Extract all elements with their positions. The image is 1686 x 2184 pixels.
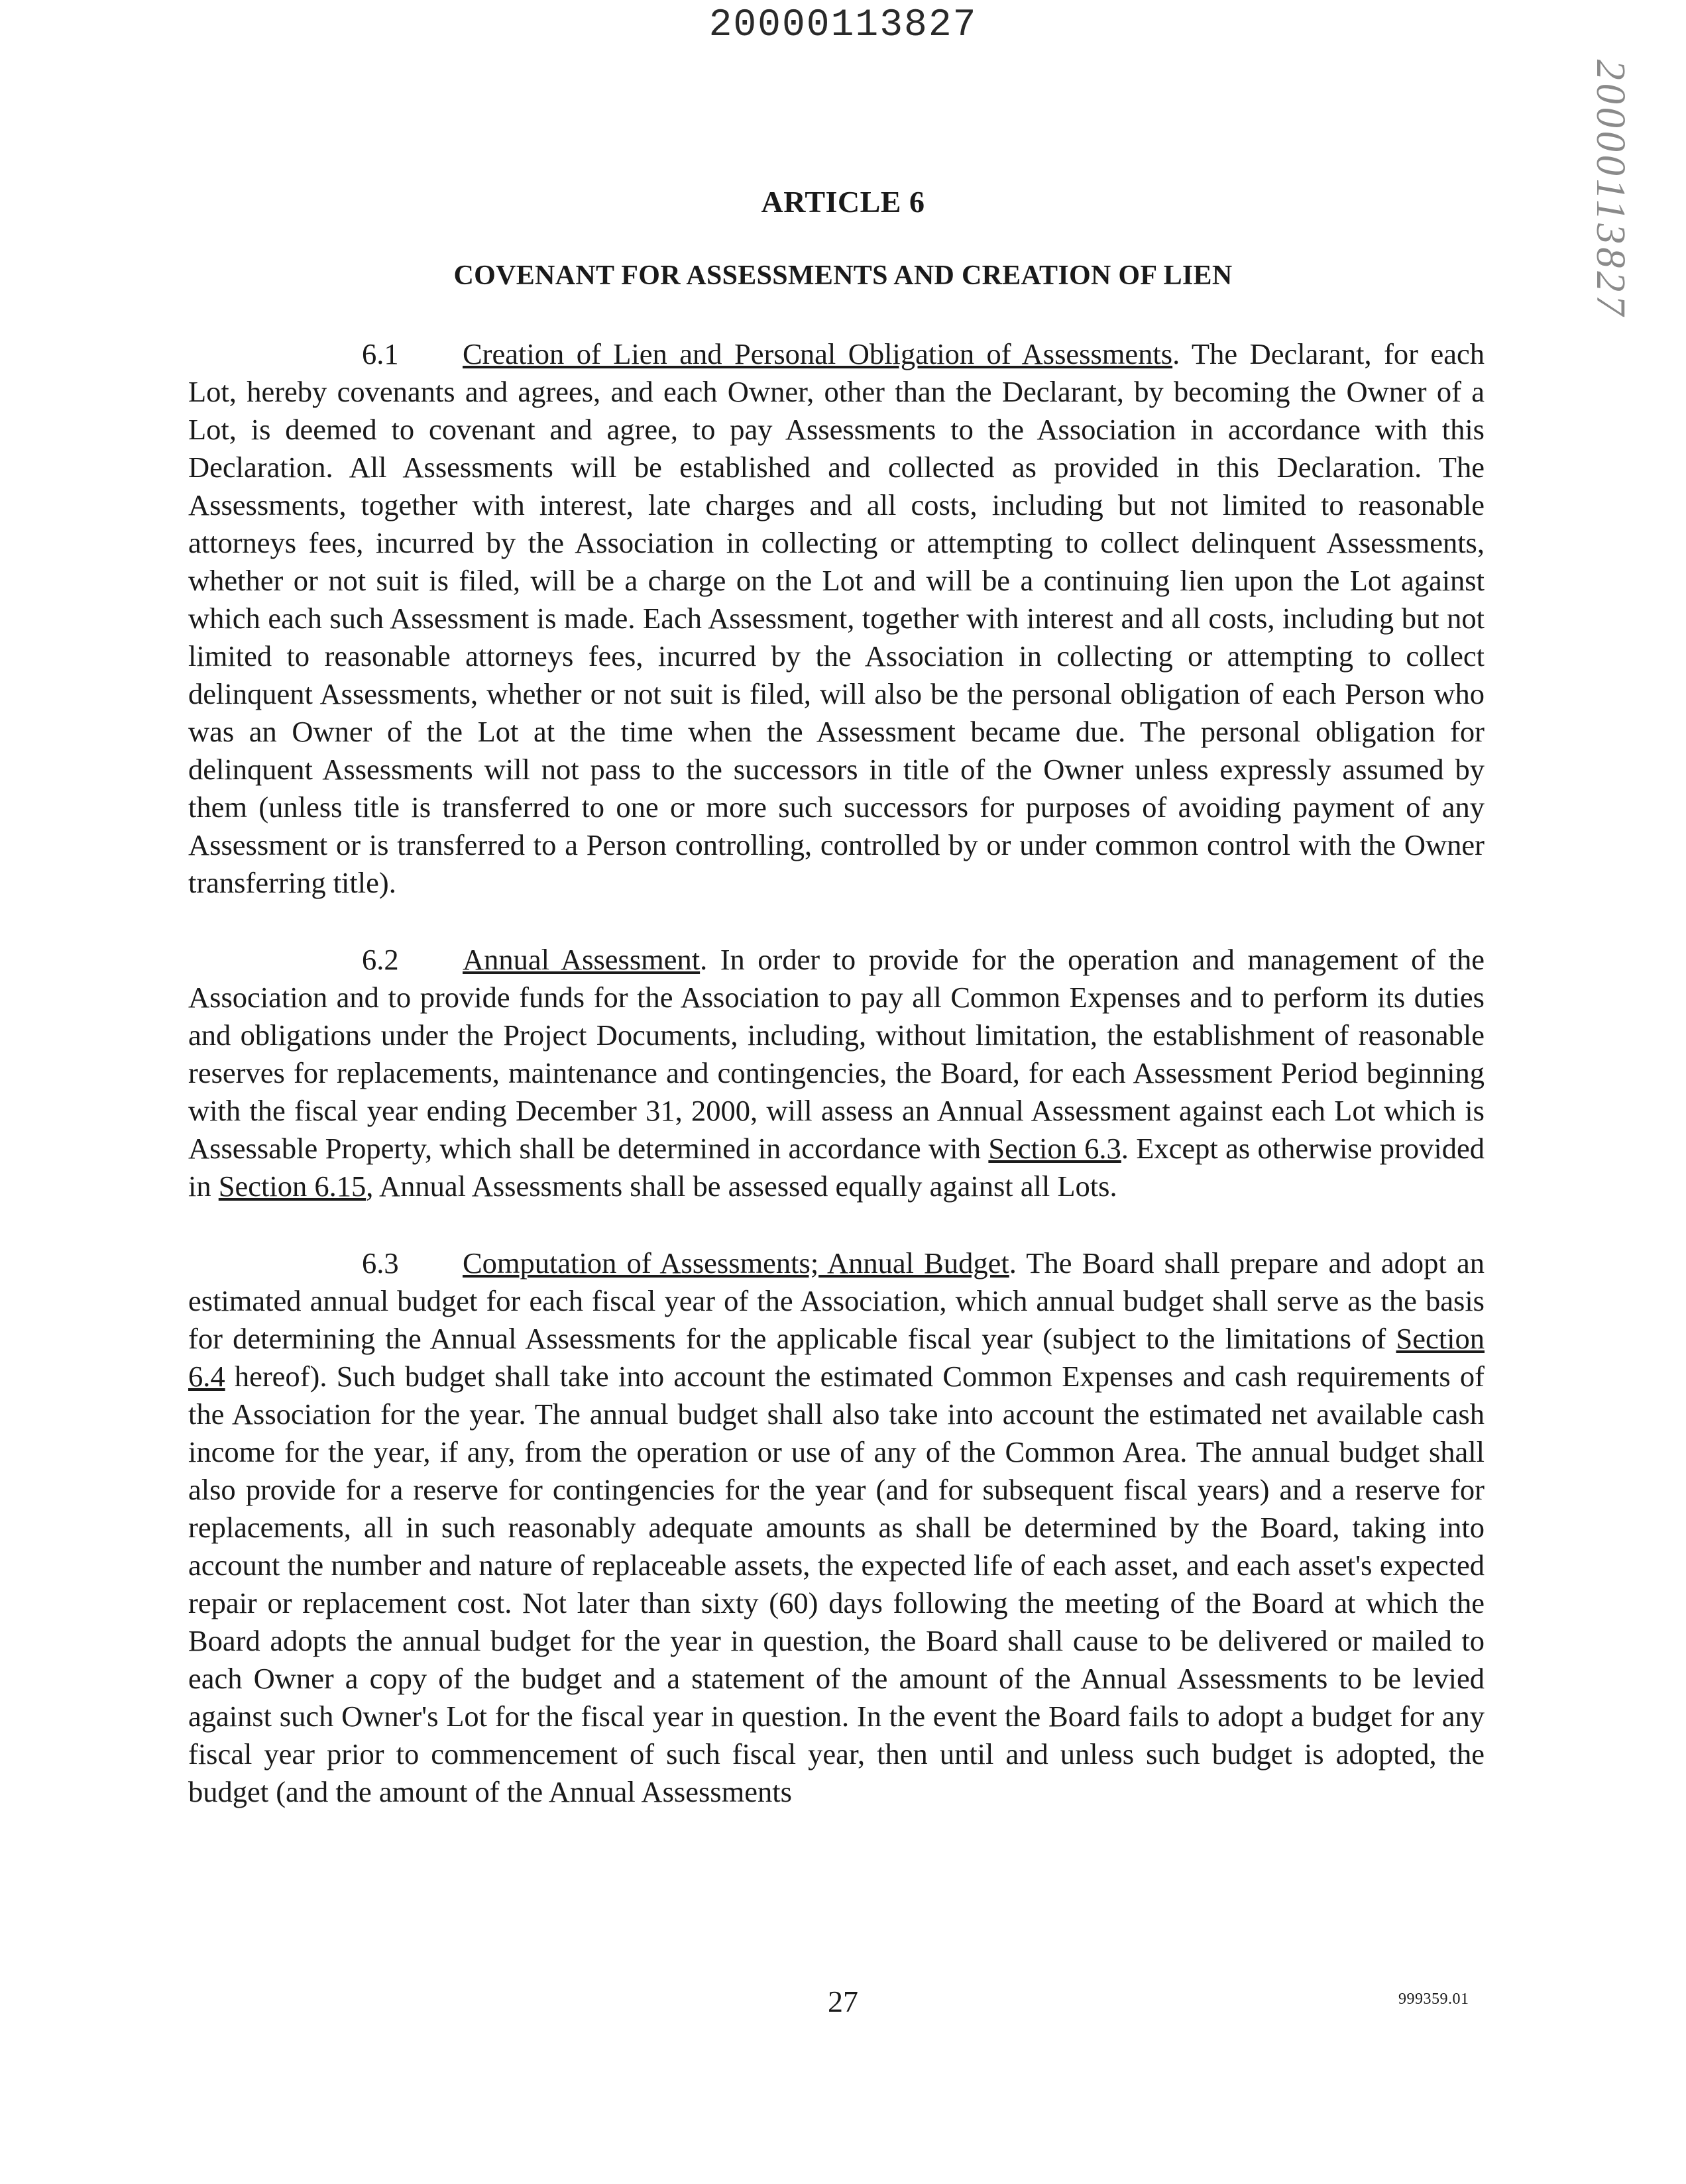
section-number: 6.2 bbox=[362, 943, 399, 976]
article-title: COVENANT FOR ASSESSMENTS AND CREATION OF LIEN bbox=[453, 260, 1233, 291]
section-text: . The Declarant, for each Lot, hereby covenants and agrees, and each Owner, other than the Declarant, by becoming the Owner of a Lot, is deemed to covenant and agree, to pay Assessments to the Association in accordance with this Declaration. All Assessments will be established and collected as provided in this Declaration. The Assessments, together with interest, late charges and all costs, including but not limited to reasonable attorneys fees, incurred by the Association in collecting or attempting to collect delinquent Assessments, whether or not suit is filed, will be a charge on the Lot and will be a continuing lien upon the Lot against which each such Assessment is made. Each Assessment, together with interest and all costs, including but not limited to reasonable attorneys fees, incurred by the Association in collecting or attempting to collect delinquent Assessments, whether or not suit is filed, will also be the personal obligation of each Person who was an Owner of the Lot at the time when the Assessment became due. The personal obligation for delinquent Assessments will not pass to the successors in title of the Owner unless expressly assumed by them (unless title is transferred to one or more such successors for purposes of avoiding payment of any Assessment or is transferred to a Person controlling, controlled by or under common control with the Owner transferring title). bbox=[188, 337, 1485, 899]
document-number: 20000113827 bbox=[708, 4, 978, 47]
document-body bbox=[188, 335, 1485, 1850]
section-reference: Section 6.4 bbox=[188, 1322, 1485, 1393]
section-6-3 bbox=[188, 1244, 1485, 1811]
page-number: 27 bbox=[828, 1985, 858, 2018]
article-heading: ARTICLE 6 bbox=[761, 185, 925, 219]
document-id: 999359.01 bbox=[1398, 1991, 1469, 2008]
section-text: . Except as otherwise provided in bbox=[188, 1132, 1485, 1203]
section-number: 6.3 bbox=[362, 1246, 399, 1280]
side-stamp-text: 20000113827 bbox=[1588, 59, 1634, 319]
section-reference: Section 6.3 bbox=[988, 1132, 1121, 1165]
section-text: hereof). Such budget shall take into account the estimated Common Expenses and cash requirements of the Association for the year. The annual budget shall also take into account the estimated net available cash income for the year, if any, from the operation or use of any of the Common Area. The annual budget shall also provide for a reserve for contingencies for the year (and for subsequent fiscal years) and a reserve for replacements, all in such reasonably adequate amounts as shall be determined by the Board, taking into account the number and nature of replaceable assets, the expected life of each asset, and each asset's expected repair or replacement cost. Not later than sixty (60) days following the meeting of the Board at which the Board adopts the annual budget for the year in question, the Board shall cause to be delivered or mailed to each Owner a copy of the budget and a statement of the amount of the Annual Assessments to be levied against such Owner's Lot for the fiscal year in question. In the event the Board fails to adopt a budget for any fiscal year prior to commencement of such fiscal year, then until and unless such budget is adopted, the budget (and the amount of the Annual Assessments bbox=[188, 1360, 1485, 1808]
section-text: . In order to provide for the operation and management of the Association and to provide funds for the Association to pay all Common Expenses and to perform its duties and obligations under the Project Documents, including, without limitation, the establishment of reasonable reserves for replacements, maintenance and contingencies, the Board, for each Assessment Period beginning with the fiscal year ending December 31, 2000, will assess an Annual Assessment against each Lot which is Assessable Property, which shall be determined in accordance with bbox=[188, 943, 1485, 1165]
section-text: . The Board shall prepare and adopt an estimated annual budget for each fiscal year of the Association, which annual budget shall serve as the basis for determining the Annual Assessments for the applicable fiscal year (subject to the limitations of bbox=[188, 1246, 1485, 1355]
section-text: , Annual Assessments shall be assessed equally against all Lots. bbox=[366, 1170, 1117, 1203]
section-heading: Creation of Lien and Personal Obligation of Assessments bbox=[463, 337, 1173, 370]
section-heading: Annual Assessment bbox=[463, 943, 701, 976]
section-reference: Section 6.15 bbox=[218, 1170, 366, 1203]
section-number: 6.1 bbox=[362, 337, 399, 370]
section-6-2 bbox=[188, 941, 1485, 1205]
section-heading: Computation of Assessments; Annual Budget bbox=[463, 1246, 1009, 1280]
section-6-1 bbox=[188, 335, 1485, 902]
